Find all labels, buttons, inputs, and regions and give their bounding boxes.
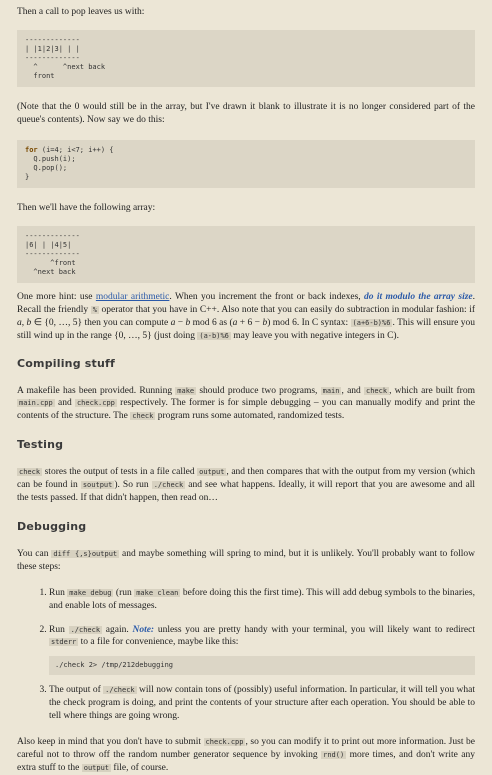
debugging-intro [17, 548, 475, 574]
text: stores the output of tests in a file called [42, 467, 198, 478]
testing-heading: Testing [17, 438, 64, 452]
inline-code: (a-b)%6 [199, 331, 229, 340]
modular-arithmetic-link[interactable]: modular arithmetic [95, 291, 170, 302]
inline-code: stderr [51, 638, 77, 647]
text: Run [49, 624, 69, 635]
text: , which are built from [389, 385, 475, 396]
text: You can [17, 548, 52, 559]
code-line-4: } [25, 173, 30, 182]
testing-paragraph [17, 466, 475, 505]
text: more times, and don't write any extra stuff to the [17, 749, 475, 773]
text: One more hint: use [17, 291, 96, 302]
array-diagram-after-loop [17, 226, 475, 283]
debug-step-3 [49, 684, 475, 723]
array-diagram-text-2: ------------- |6| | |4|5| ------------- ^front ^next back [25, 232, 80, 277]
pop-intro: Then a call to pop leaves us with: [17, 7, 145, 17]
debugging-heading: Debugging [17, 519, 87, 533]
text: unless you are pretty handy with your terminal, you will likely want to redirect [154, 624, 475, 635]
text: , so you can modify it to print out more information. Just be careful not to throw off the random number generator sequence by invoking [17, 737, 475, 760]
inline-code: ./check [153, 481, 184, 490]
text: file, of course. [111, 762, 169, 773]
math-var: a [170, 317, 176, 328]
math-var: b [185, 317, 191, 328]
emphasis-modulo: do it modulo the array size [364, 291, 473, 302]
inline-code: check [366, 386, 388, 395]
inline-code: check [19, 468, 41, 477]
inline-code: ./check [105, 686, 135, 695]
text: . This will ensure you still wind up in the range {0, …, 5} (just doing [17, 317, 475, 341]
math-var: a [232, 317, 238, 328]
text: A makefile has been provided. Running [17, 385, 176, 396]
inline-code: check.cpp [205, 738, 244, 746]
text: and see what happens. Ideally, it will report that you are awesome and all the tests passed. If that didn't happen, then read on… [17, 480, 476, 504]
text: The output of [49, 685, 104, 696]
text: and maybe something will spring to mind, but it is unlikely. You'll probably want to follow these steps: [17, 548, 475, 572]
debug-step-2 [49, 624, 475, 676]
inline-code: main [322, 386, 340, 395]
text: may leave you with negative integers in C). [230, 330, 399, 341]
math-var: a [17, 317, 22, 328]
inline-code: make debug [69, 588, 112, 597]
note-label: Note: [132, 624, 155, 635]
inline-code: make clean [136, 588, 179, 597]
text: , [21, 317, 27, 328]
array-diagram-after-pop [17, 30, 475, 87]
text: . When you increment the front or back indexes, [169, 291, 365, 302]
text: should produce two programs, [196, 385, 321, 396]
text: − [175, 317, 186, 328]
text: ) mod 6. In C syntax: [267, 317, 351, 328]
loop-code [25, 146, 467, 182]
text: will now contain tons of (possibly) useful information. In particular, it will tell you what the check program is doing, and print the contents of your structure after each operation. You should be able to tell where things are going wrong. [49, 685, 475, 722]
code-keyword-for: for [25, 146, 38, 155]
text: ). So run [114, 480, 152, 491]
math-var: b [26, 317, 32, 328]
text: , and then compares that with the output from my version (which can be found in [17, 467, 476, 491]
inline-code: output [83, 763, 110, 772]
debug-step-1 [49, 587, 475, 613]
text: + 6 − [237, 317, 263, 328]
compiling-paragraph [17, 385, 475, 424]
text: . Recall the friendly [17, 291, 476, 315]
text: ∈ {0, …, 5} then you can compute [31, 317, 171, 328]
inline-code: output [199, 468, 225, 477]
following-intro: Then we'll have the following array: [17, 203, 156, 214]
inline-code: make [177, 386, 195, 395]
inline-code: check [132, 412, 154, 421]
inline-code: (a+6-b)%6 [352, 318, 391, 327]
text: again. [102, 624, 133, 635]
compiling-heading: Compiling stuff [17, 356, 116, 370]
text: (run [113, 587, 135, 598]
loop-code-block [17, 140, 475, 188]
text: and [54, 398, 75, 409]
inline-code: rnd() [323, 750, 345, 759]
text: , and [341, 385, 364, 396]
zero-note: (Note that the 0 would still be in the array, but I've drawn it blank to illustrate it is no longer considered part of the queue's contents). Now say we do this: [17, 101, 475, 125]
text: before doing this the first time). This will add debug symbols to the binaries, and enable lots of messages. [49, 587, 475, 611]
text: Run [49, 587, 68, 598]
final-paragraph [17, 736, 475, 775]
math-var: b [262, 317, 268, 328]
code-line-3: Q.pop(); [25, 164, 68, 173]
code-line-2: Q.push(i); [25, 155, 76, 164]
inline-code: main.cpp [19, 399, 53, 408]
text: to a file for convenience, maybe like this: [78, 637, 239, 648]
inline-code: check.cpp [76, 399, 115, 408]
inline-code: diff {,s}output [53, 549, 118, 558]
redirect-code: ./check 2> /tmp/212debugging [55, 661, 174, 670]
text: program runs some automated, randomized tests. [155, 411, 345, 422]
redirect-code-block [49, 656, 475, 675]
debug-steps-list [17, 587, 475, 723]
text: mod 6 as ( [190, 317, 233, 328]
inline-code: soutput [82, 481, 113, 490]
array-diagram-text: ------------- | |1|2|3| | | ------------- ^ ^next back front [25, 35, 106, 80]
text: Also keep in mind that you don't have to submit [17, 737, 204, 747]
modular-hint-paragraph [17, 291, 475, 343]
inline-code: ./check [70, 625, 101, 634]
inline-code: % [92, 305, 97, 314]
code-line-1: (i=4; i<7; i++) { [37, 146, 114, 155]
text: operator that you have in C++. Also note that you can easily do subtraction in modular fashion: if [98, 304, 475, 315]
text: respectively. The former is for simple debugging – you can manually modify and print the contents of the structure. The [17, 398, 475, 422]
